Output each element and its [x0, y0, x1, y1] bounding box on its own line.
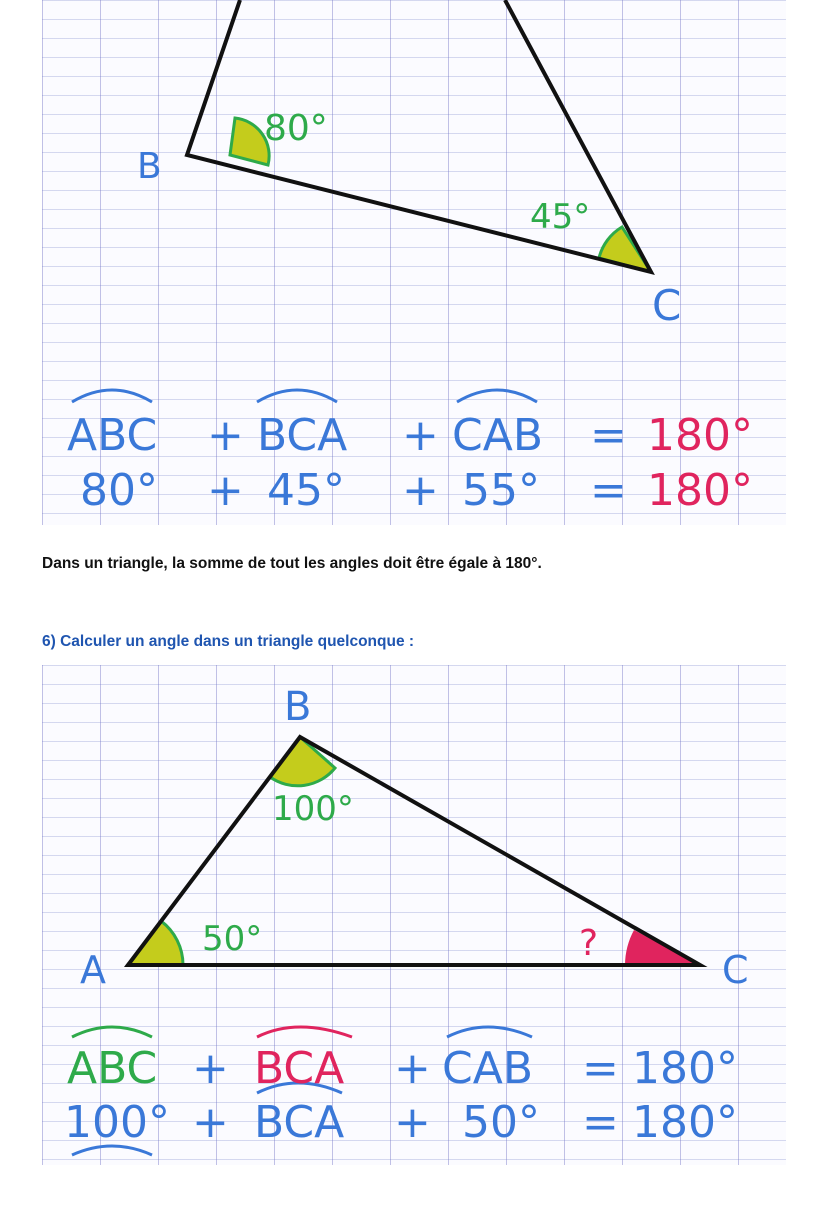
- rule-text: Dans un triangle, la somme de tout les angles doit être égale à 180°.: [42, 555, 542, 572]
- plus: +: [394, 1097, 431, 1148]
- triangle-figure-2: [42, 665, 786, 1165]
- eq2-term-3: 55°: [462, 465, 540, 516]
- equals: =: [590, 410, 627, 461]
- equals: =: [582, 1097, 619, 1148]
- equals: =: [590, 465, 627, 516]
- vertex-b-label: B: [284, 684, 312, 730]
- angle-a-label: 50°: [202, 919, 263, 959]
- vertex-c-label: C: [652, 281, 682, 330]
- eq1-term-cab: CAB: [452, 410, 544, 461]
- equation-line-1: [67, 390, 753, 461]
- plus: +: [402, 465, 439, 516]
- angle-b-label: 100°: [272, 789, 354, 829]
- equation-line-2: [64, 1097, 738, 1148]
- eq2-result: 180°: [632, 1097, 738, 1148]
- plus: +: [207, 465, 244, 516]
- eq2-term-1: 80°: [80, 465, 158, 516]
- plus: +: [394, 1043, 431, 1094]
- angle-c-label: 45°: [530, 197, 591, 237]
- equals: =: [582, 1043, 619, 1094]
- eq2-term-3: 50°: [462, 1097, 540, 1148]
- equation-line-1: [67, 1043, 738, 1094]
- eq1-term-abc: ABC: [67, 410, 158, 461]
- plus: +: [192, 1097, 229, 1148]
- eq2-term-2: 45°: [267, 465, 345, 516]
- vertex-c-label: C: [722, 948, 749, 992]
- eq1-result: 180°: [632, 1043, 738, 1094]
- eq1-term-bca: BCA: [254, 1043, 345, 1094]
- vertex-b-label: B: [137, 146, 162, 187]
- equation-line-2: [80, 465, 753, 516]
- eq2-term-1: 100°: [64, 1097, 170, 1148]
- eq1-result: 180°: [647, 410, 753, 461]
- triangle-figure-1: [42, 0, 786, 525]
- eq2-term-2: BCA: [254, 1097, 345, 1148]
- eq1-term-bca: BCA: [257, 410, 348, 461]
- eq1-term-abc: ABC: [67, 1043, 158, 1094]
- angle-b-label: 80°: [264, 108, 328, 149]
- plus: +: [207, 410, 244, 461]
- eq2-result: 180°: [647, 465, 753, 516]
- section-heading: 6) Calculer un angle dans un triangle quelconque :: [42, 633, 415, 650]
- plus: +: [402, 410, 439, 461]
- eq1-term-cab: CAB: [442, 1043, 534, 1094]
- plus: +: [192, 1043, 229, 1094]
- vertex-a-label: A: [80, 948, 106, 992]
- angle-c-label: ?: [579, 923, 599, 964]
